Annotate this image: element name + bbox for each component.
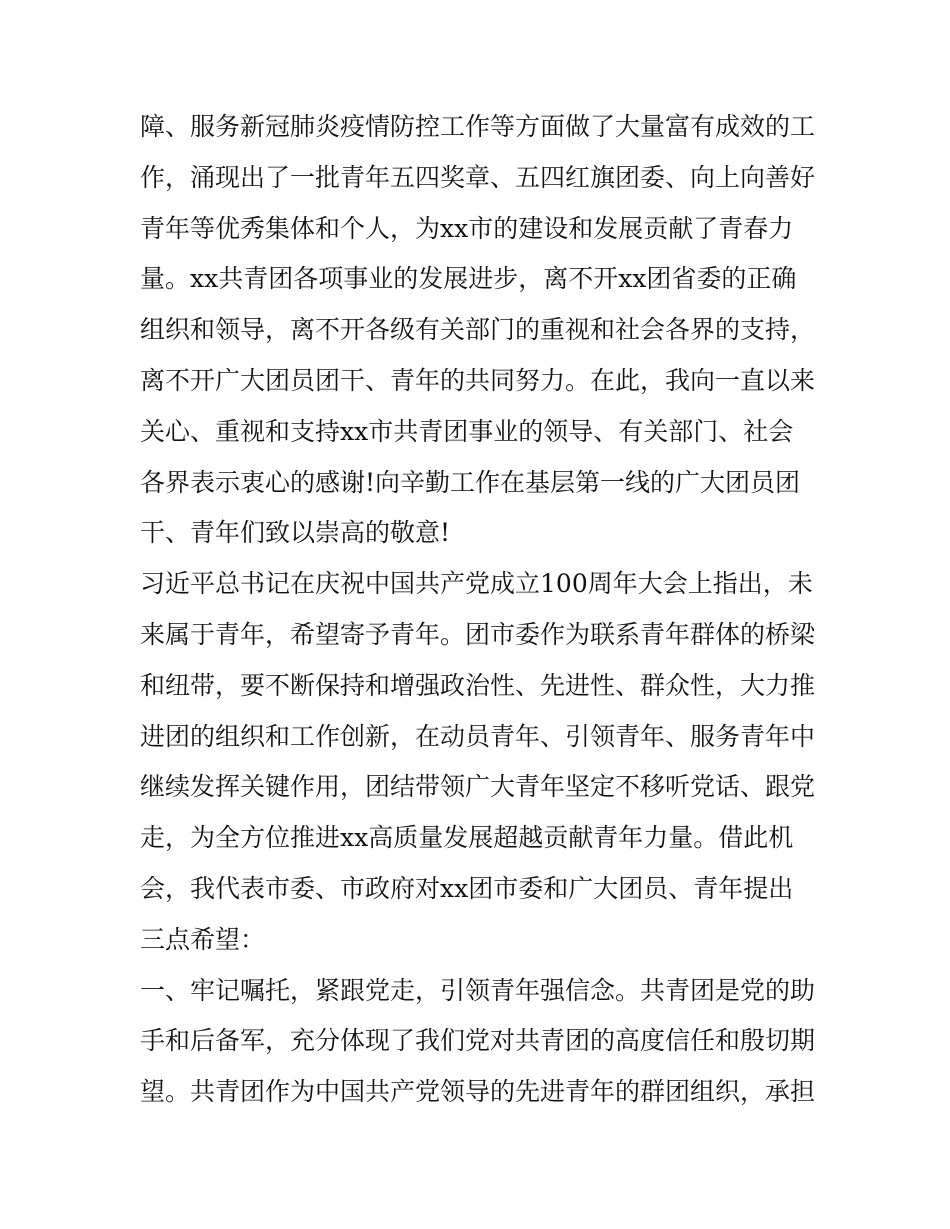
text-line-19: 手和后备军，充分体现了我们党对共青团的高度信任和殷切期 (140, 1026, 816, 1056)
text-line-3: 青年等优秀集体和个人，为xx市的建设和发展贡献了青春力 (140, 213, 794, 243)
text-line-5: 组织和领导，离不开各级有关部门的重视和社会各界的支持， (140, 315, 816, 345)
text-line-17: 三点希望： (140, 924, 266, 954)
text-line-6: 离不开广大团员团干、青年的共同努力。在此，我向一直以来 (140, 365, 816, 395)
text-line-7: 关心、重视和支持xx市共青团事业的领导、有关部门、社会 (140, 416, 794, 446)
text-line-10: 习近平总书记在庆祝中国共产党成立100周年大会上指出，未 (140, 569, 813, 599)
text-line-20: 望。共青团作为中国共产党领导的先进青年的群团组织，承担 (140, 1077, 816, 1107)
text-line-1: 障、服务新冠肺炎疫情防控工作等方面做了大量富有成效的工 (140, 112, 816, 141)
text-line-2: 作，涌现出了一批青年五四奖章、五四红旗团委、向上向善好 (140, 162, 816, 192)
document-body (140, 102, 820, 1118)
text-line-16: 会，我代表市委、市政府对xx团市委和广大团员、青年提出 (140, 873, 794, 903)
text-line-4: 量。xx共青团各项事业的发展进步，离不开xx团省委的正确 (140, 264, 797, 294)
text-line-11: 来属于青年，希望寄予青年。团市委作为联系青年群体的桥梁 (140, 619, 816, 649)
text-line-13: 进团的组织和工作创新，在动员青年、引领青年、服务青年中 (140, 721, 816, 751)
text-line-9: 干、青年们致以崇高的敬意! (140, 518, 451, 548)
text-line-18: 一、牢记嘱托，紧跟党走，引领青年强信念。共青团是党的助 (140, 975, 816, 1005)
text-line-12: 和纽带，要不断保持和增强政治性、先进性、群众性，大力推 (140, 670, 816, 700)
text-line-14: 继续发挥关键作用，团结带领广大青年坚定不移听党话、跟党 (140, 772, 816, 802)
text-line-8: 各界表示衷心的感谢!向辛勤工作在基层第一线的广大团员团 (140, 467, 801, 497)
text-line-15: 走，为全方位推进xx高质量发展超越贡献青年力量。借此机 (140, 823, 794, 853)
